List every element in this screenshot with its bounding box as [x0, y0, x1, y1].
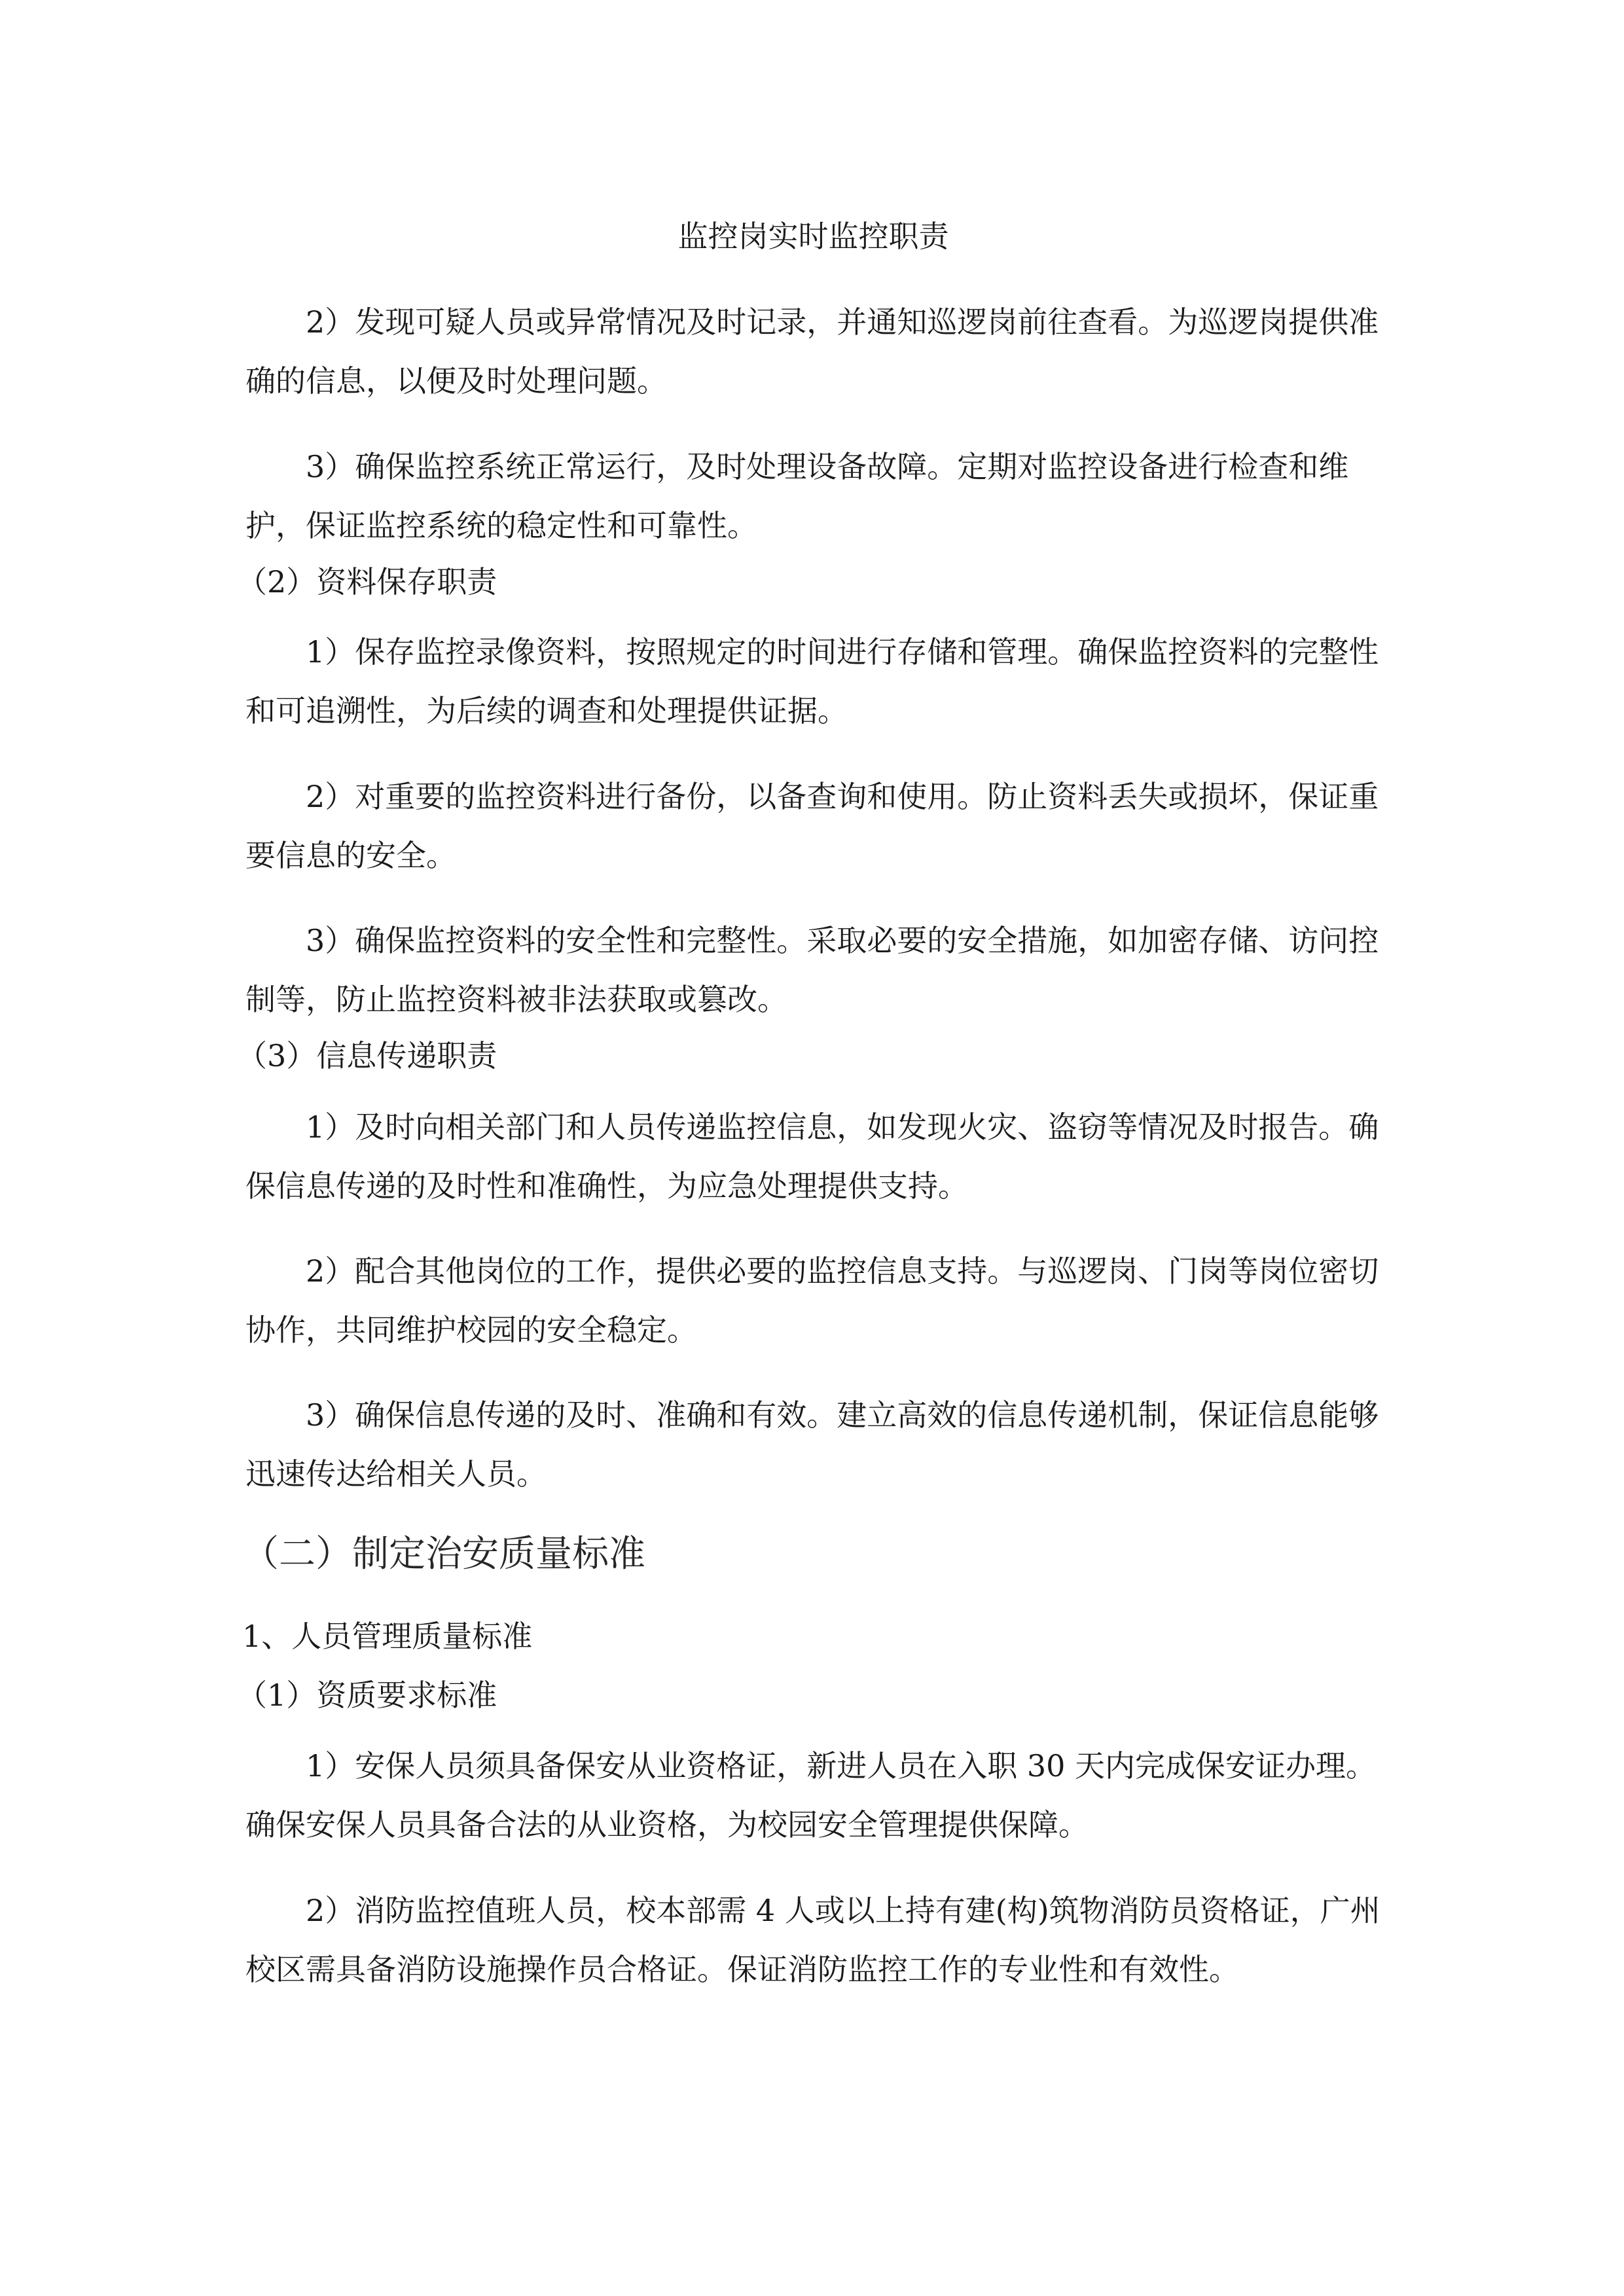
page-title: 监控岗实时监控职责	[677, 219, 949, 254]
section-heading: （二）制定治安质量标准	[242, 1533, 645, 1575]
paragraph-storage-backup: 2）对重要的监控资料进行备份，以备查询和使用。防止资料丢失或损坏，保证重要信息的安全。	[245, 779, 1379, 873]
paragraph-storage-recording: 1）保存监控录像资料，按照规定的时间进行存储和管理。确保监控资料的完整性和可追溯性，为后续的调查和处理提供证据。	[245, 634, 1379, 728]
paragraph-monitor-record: 2）发现可疑人员或异常情况及时记录，并通知巡逻岗前往查看。为巡逻岗提供准确的信息，以便及时处理问题。	[245, 304, 1379, 399]
subheading-info-transfer: （3）信息传递职责	[237, 1038, 497, 1073]
paragraph-storage-security: 3）确保监控资料的安全性和完整性。采取必要的安全措施，如加密存储、访问控制等，防止监控资料被非法获取或篡改。	[245, 923, 1379, 1017]
paragraph-transfer-cooperate: 2）配合其他岗位的工作，提供必要的监控信息支持。与巡逻岗、门岗等岗位密切协作，共同维护校园的安全稳定。	[245, 1253, 1379, 1348]
subheading-qualification: （1）资质要求标准	[237, 1677, 497, 1713]
subheading-data-storage: （2）资料保存职责	[237, 564, 497, 600]
paragraph-qualification-fire: 2）消防监控值班人员，校本部需 4 人或以上持有建(构)筑物消防员资格证，广州校区需具备消防设施操作员合格证。保证消防监控工作的专业性和有效性。	[245, 1893, 1380, 1987]
paragraph-qualification-license: 1）安保人员须具备保安从业资格证，新进人员在入职 30 天内完成保安证办理。确保安保人员具备合法的从业资格，为校园安全管理提供保障。	[245, 1748, 1377, 1842]
paragraph-monitor-system: 3）确保监控系统正常运行，及时处理设备故障。定期对监控设备进行检查和维护，保证监控系统的稳定性和可靠性。	[245, 449, 1349, 543]
paragraph-transfer-report: 1）及时向相关部门和人员传递监控信息，如发现火灾、盗窃等情况及时报告。确保信息传递的及时性和准确性，为应急处理提供支持。	[245, 1109, 1379, 1204]
paragraph-transfer-effective: 3）确保信息传递的及时、准确和有效。建立高效的信息传递机制，保证信息能够迅速传达给相关人员。	[245, 1397, 1379, 1492]
subheading-personnel-standard: 1、人员管理质量标准	[242, 1619, 533, 1654]
